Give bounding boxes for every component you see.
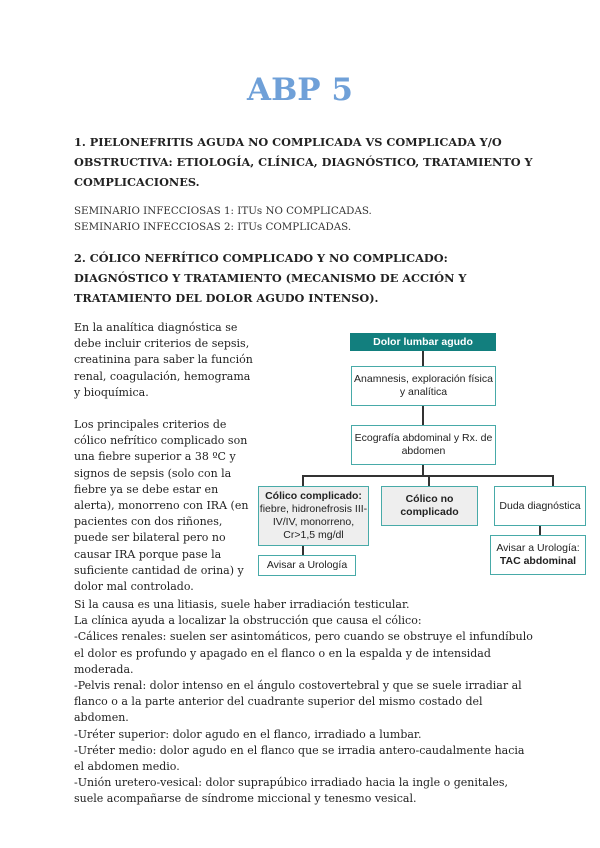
left-column <box>74 320 254 611</box>
flow-root: Dolor lumbar agudo <box>350 333 496 351</box>
body-line: -Uréter medio: dolor agudo en el flanco que se irradia antero-caudalmente hacia el abdomen medio. <box>74 743 525 774</box>
notify-tac-line2: TAC abdominal <box>499 555 577 567</box>
section1-heading: 1. PIELONEFRITIS AGUDA NO COMPLICADA VS COMPLICADA Y/O OBSTRUCTIVA: ETIOLOGÍA, CLÍNICA, DIAGNÓSTICO, TRATAMIENTO Y COMPLICACIONES. <box>74 135 533 189</box>
body-line: -Pelvis renal: dolor intenso en el ángulo costovertebral y que se suele irradiar al flanco o a la parte anterior del cuadrante superior del mismo costado del abdomen. <box>74 679 522 725</box>
section2-heading: 2. CÓLICO NEFRÍTICO COMPLICADO Y NO COMPLICADO: DIAGNÓSTICO Y TRATAMIENTO (MECANISMO DE ACCIÓN Y TRATAMIENTO DEL DOLOR AGUDO INTENSO). <box>74 251 467 305</box>
complicated-detail: fiebre, hidronefrosis III-IV/IV, monorreno, Cr>1,5 mg/dl <box>259 503 368 541</box>
flow-doubt: Duda diagnóstica <box>494 486 586 526</box>
page-title: ABP 5 <box>247 72 353 108</box>
flow-step2: Ecografía abdominal y Rx. de abdomen <box>351 425 496 465</box>
seminar-2: SEMINARIO INFECCIOSAS 2: ITUs COMPLICADAS. <box>74 221 352 233</box>
body-line: -Cálices renales: suelen ser asintomáticos, pero cuando se obstruye el infundíbulo el dolor es profundo y apagado en el flanco o en la espalda y de intensidad moderada. <box>74 630 533 676</box>
body-line: Si la causa es una litiasis, suele haber irradiación testicular. <box>74 598 410 611</box>
flow-uncomplicated: Cólico no complicado <box>381 486 478 526</box>
paragraph: En la analítica diagnóstica se debe incluir criterios de sepsis, creatinina para saber la función renal, coagulación, hemograma y bioquímica. <box>74 321 253 399</box>
body-line: La clínica ayuda a localizar la obstrucción que causa el cólico: <box>74 614 422 628</box>
flow-notify: Avisar a Urología <box>258 555 356 576</box>
flow-step1: Anamnesis, exploración física y analítica <box>351 366 496 406</box>
seminar-list <box>74 203 372 235</box>
flow-complicated <box>258 486 369 546</box>
seminar-1: SEMINARIO INFECCIOSAS 1: ITUs NO COMPLICADAS. <box>74 205 372 217</box>
body-line: -Uréter superior: dolor agudo en el flanco, irradiado a lumbar. <box>74 727 422 741</box>
paragraph: Los principales criterios de cólico nefrítico complicado son una fiebre superior a 38 ºC y signos de sepsis (solo con la fiebre ya se debe estar en alerta), monorreno con IRA (en pacientes con dos riñones, puede ser bilateral pero no causar IRA porque pase la suficiente cantidad de orina) y dolor mal controlado. <box>74 418 249 594</box>
body-line: -Unión uretero-vesical: dolor suprapúbico irradiado hacia la ingle o genitales, suele acompañarse de síndrome miccional y tenesmo vesical. <box>74 776 509 806</box>
flow-notify-tac <box>490 535 586 575</box>
notify-tac-line1: Avisar a Urología: <box>496 542 580 554</box>
complicated-title: Cólico complicado: <box>265 490 362 502</box>
body-text <box>74 597 534 808</box>
